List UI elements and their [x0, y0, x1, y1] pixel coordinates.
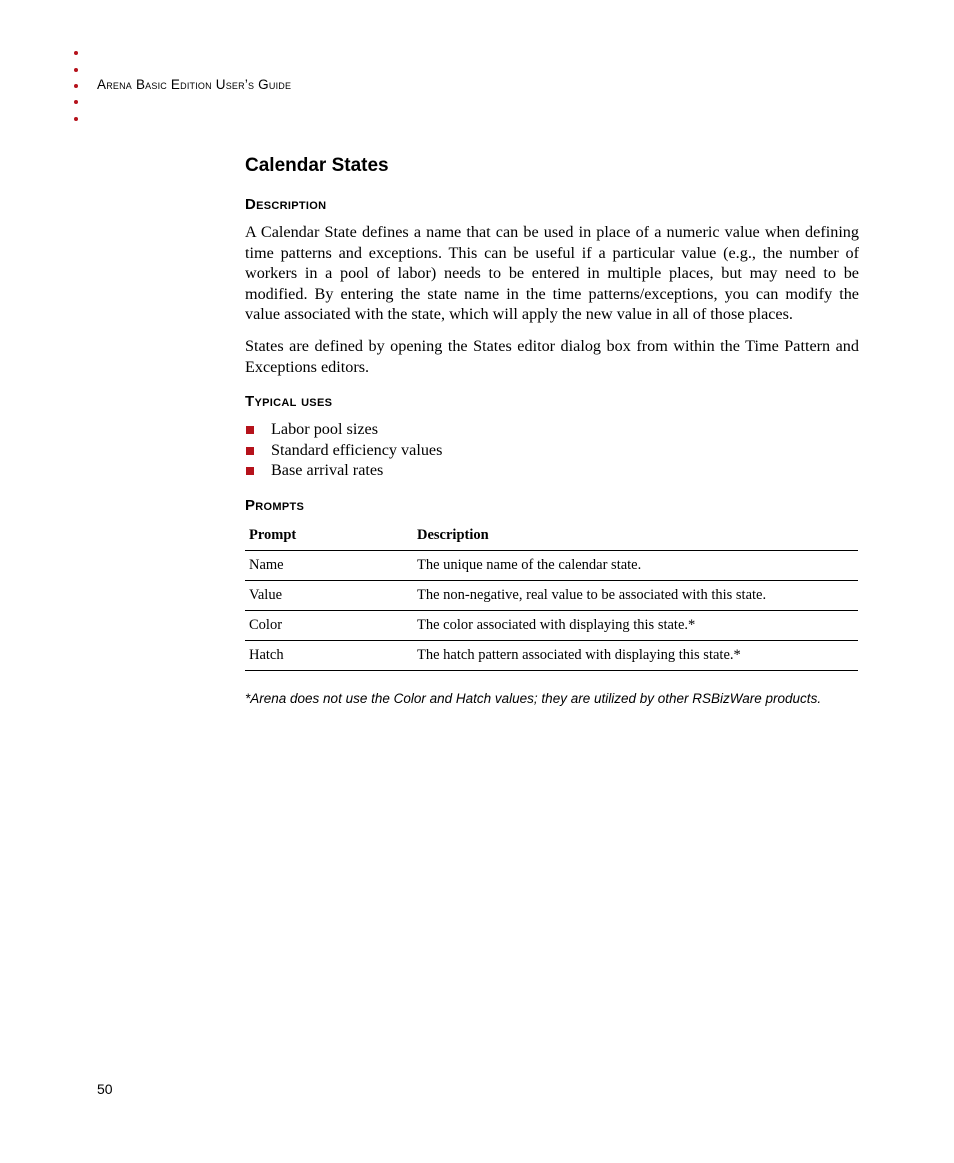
- page-number: 50: [97, 1081, 113, 1097]
- square-bullet-icon: [246, 447, 254, 455]
- square-bullet-icon: [246, 426, 254, 434]
- prompts-heading: Prompts: [245, 497, 305, 514]
- prompts-table: [245, 521, 858, 671]
- table-header-row: [245, 521, 858, 551]
- table-row: [245, 611, 858, 641]
- typical-uses-heading: Typical uses: [245, 393, 333, 410]
- margin-dot: [74, 117, 78, 121]
- section-title: Calendar States: [245, 155, 389, 176]
- description-paragraph-1: A Calendar State defines a name that can be used in place of a numeric value when defining time patterns and exceptions. This can be useful if a particular value (e.g., the number of workers in a pool of labor) needs to be entered in multiple places, but may need to be modified. By entering the state name in the time patterns/exceptions, you can modify the value associated with the state, which will apply the new value in all of those places.: [245, 223, 859, 324]
- column-header-description: Description: [413, 521, 858, 551]
- square-bullet-icon: [246, 467, 254, 475]
- list-item: [245, 460, 442, 481]
- table-row: [245, 641, 858, 671]
- description-heading: Description: [245, 196, 327, 213]
- list-item-text: Standard efficiency values: [271, 440, 443, 459]
- list-item: [245, 440, 442, 461]
- description-cell: The color associated with displaying this state.*: [413, 611, 858, 641]
- prompt-cell: Color: [245, 611, 413, 641]
- list-item: [245, 419, 442, 440]
- table-row: [245, 551, 858, 581]
- table-row: [245, 581, 858, 611]
- running-header: Arena Basic Edition User’s Guide: [97, 77, 292, 92]
- description-paragraph-2: States are defined by opening the States editor dialog box from within the Time Pattern and Exceptions editors.: [245, 337, 859, 376]
- list-item-text: Labor pool sizes: [271, 420, 378, 438]
- description-cell: The unique name of the calendar state.: [413, 551, 858, 581]
- typical-uses-list: [245, 419, 442, 481]
- prompt-cell: Hatch: [245, 641, 413, 671]
- description-cell: The hatch pattern associated with displaying this state.*: [413, 641, 858, 671]
- margin-dot: [74, 51, 78, 55]
- margin-dot: [74, 68, 78, 72]
- list-item-text: Base arrival rates: [271, 461, 384, 479]
- prompt-cell: Value: [245, 581, 413, 611]
- column-header-prompt: Prompt: [245, 521, 413, 551]
- prompt-cell: Name: [245, 551, 413, 581]
- description-cell: The non-negative, real value to be associated with this state.: [413, 581, 858, 611]
- margin-dot: [74, 100, 78, 104]
- margin-dot: [74, 84, 78, 88]
- footnote: *Arena does not use the Color and Hatch values; they are utilized by other RSBizWare products.: [245, 691, 822, 706]
